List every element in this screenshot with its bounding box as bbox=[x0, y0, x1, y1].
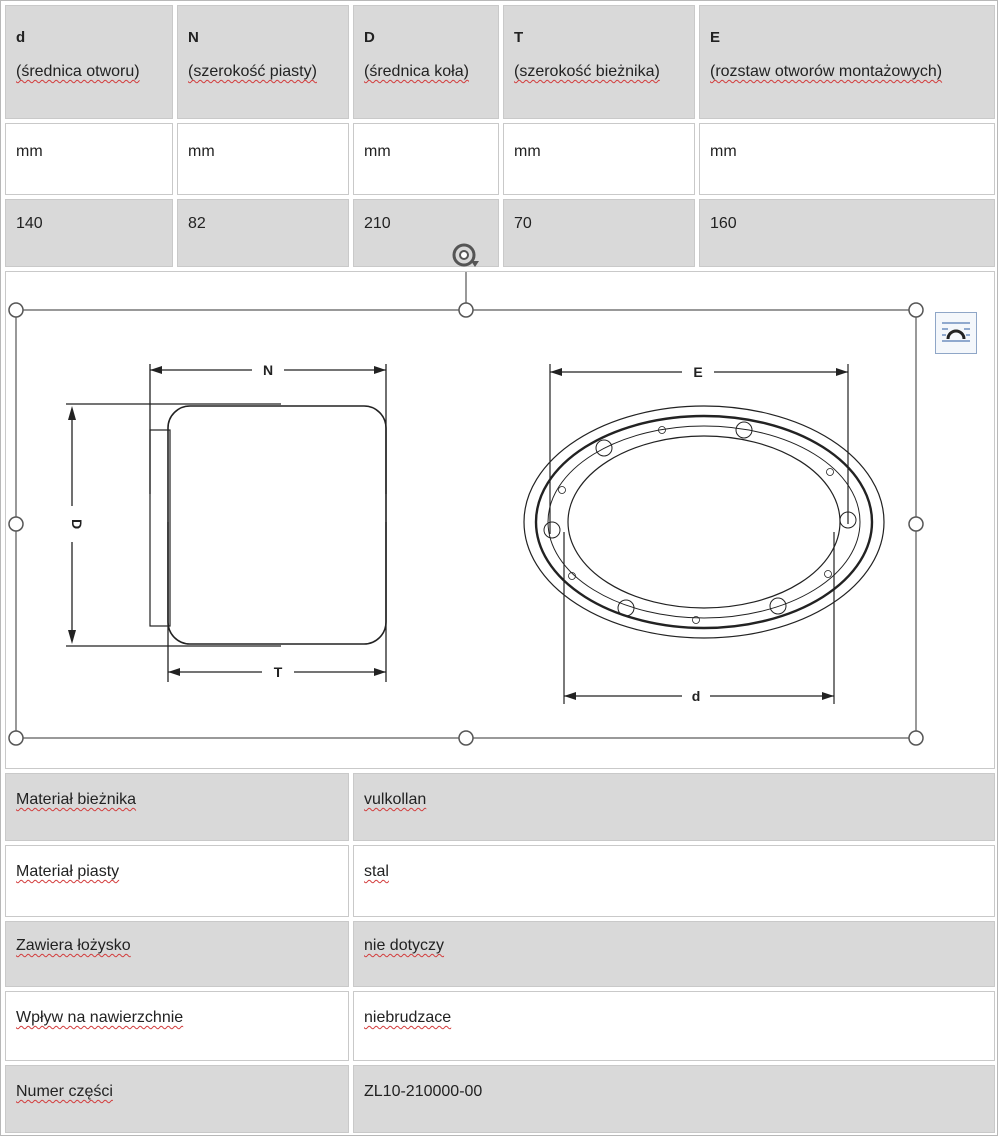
arrow-head bbox=[564, 692, 576, 700]
header-cell-d-wheel[interactable] bbox=[353, 5, 499, 119]
layout-options-icon bbox=[936, 313, 976, 353]
arrow-head bbox=[374, 366, 386, 374]
property-value-cell[interactable] bbox=[353, 845, 995, 917]
dimension-arrows-side bbox=[68, 366, 386, 676]
dim-label-t: T bbox=[273, 664, 283, 680]
bore bbox=[568, 436, 840, 608]
header-symbol: D bbox=[364, 29, 375, 46]
unit-cell[interactable]: mm bbox=[503, 123, 695, 195]
dim-label-d-bore: d bbox=[691, 688, 701, 704]
header-description: (średnica otworu) bbox=[16, 63, 140, 80]
header-symbol: N bbox=[188, 29, 199, 46]
bolt-circle bbox=[548, 426, 860, 618]
value-cell[interactable]: 70 bbox=[503, 199, 695, 267]
header-description: (rozstaw otworów montażowych) bbox=[710, 63, 943, 80]
selection-frame[interactable] bbox=[16, 310, 916, 738]
arrow-head bbox=[374, 668, 386, 676]
arrow-head bbox=[68, 406, 76, 420]
resize-handle-bottom-right[interactable] bbox=[909, 731, 923, 745]
dimension-arrows-front bbox=[550, 368, 848, 700]
property-label-cell[interactable] bbox=[5, 773, 349, 841]
unit-cell[interactable]: mm bbox=[5, 123, 173, 195]
value-cell[interactable]: 160 bbox=[699, 199, 995, 267]
unit-cell[interactable]: mm bbox=[177, 123, 349, 195]
value-cell[interactable]: 82 bbox=[177, 199, 349, 267]
unit-cell[interactable]: mm bbox=[699, 123, 995, 195]
property-label-cell[interactable] bbox=[5, 991, 349, 1061]
property-value-cell[interactable] bbox=[353, 991, 995, 1061]
arrow-head bbox=[836, 368, 848, 376]
property-value: vulkollan bbox=[364, 791, 427, 808]
header-symbol: E bbox=[710, 29, 721, 46]
mounting-hole bbox=[770, 598, 786, 614]
header-description: (szerokość bieżnika) bbox=[514, 63, 660, 80]
arrow-head bbox=[822, 692, 834, 700]
property-label: Materiał piasty bbox=[16, 863, 120, 880]
property-value-cell[interactable] bbox=[353, 773, 995, 841]
wheel-side-view bbox=[66, 364, 386, 682]
wheel-front-view bbox=[524, 364, 884, 704]
small-hole bbox=[827, 469, 834, 476]
property-value: stal bbox=[364, 863, 389, 880]
dim-label-d-wheel: D bbox=[69, 518, 85, 530]
arrow-head bbox=[68, 630, 76, 644]
outer-rim bbox=[524, 406, 884, 638]
rotate-handle-icon[interactable] bbox=[449, 239, 481, 271]
property-label-cell[interactable] bbox=[5, 845, 349, 917]
arrow-head bbox=[550, 368, 562, 376]
property-label-cell[interactable] bbox=[5, 921, 349, 987]
property-label: Wpływ na nawierzchnie bbox=[16, 1009, 184, 1026]
dim-label-e: E bbox=[693, 364, 703, 380]
small-hole bbox=[559, 487, 566, 494]
property-value-cell[interactable] bbox=[353, 1065, 995, 1133]
header-description: (średnica koła) bbox=[364, 63, 469, 80]
header-cell-n[interactable] bbox=[177, 5, 349, 119]
resize-handle-top[interactable] bbox=[459, 303, 473, 317]
resize-handle-top-left[interactable] bbox=[9, 303, 23, 317]
property-value: nie dotyczy bbox=[364, 937, 445, 954]
property-value-cell[interactable] bbox=[353, 921, 995, 987]
resize-handle-bottom[interactable] bbox=[459, 731, 473, 745]
property-label: Zawiera łożysko bbox=[16, 937, 131, 954]
header-cell-e[interactable] bbox=[699, 5, 995, 119]
wheel-technical-drawing[interactable] bbox=[6, 272, 994, 768]
property-label-cell[interactable] bbox=[5, 1065, 349, 1133]
unit-cell[interactable]: mm bbox=[353, 123, 499, 195]
tread-ring bbox=[536, 416, 872, 628]
hub-outline bbox=[150, 430, 170, 626]
dim-label-n: N bbox=[262, 362, 274, 378]
tread-outline bbox=[168, 406, 386, 644]
resize-handle-top-right[interactable] bbox=[909, 303, 923, 317]
header-cell-t[interactable] bbox=[503, 5, 695, 119]
mounting-hole bbox=[544, 522, 560, 538]
header-symbol: T bbox=[514, 29, 524, 46]
header-cell-d[interactable] bbox=[5, 5, 173, 119]
resize-handle-right[interactable] bbox=[909, 517, 923, 531]
resize-handle-bottom-left[interactable] bbox=[9, 731, 23, 745]
arrow-head bbox=[168, 668, 180, 676]
arrow-head bbox=[150, 366, 162, 374]
small-hole bbox=[825, 571, 832, 578]
value-cell[interactable]: 140 bbox=[5, 199, 173, 267]
resize-handle-left[interactable] bbox=[9, 517, 23, 531]
value-cell[interactable]: 210 bbox=[353, 199, 499, 267]
property-value: niebrudzace bbox=[364, 1009, 452, 1026]
header-symbol: d bbox=[16, 29, 26, 46]
property-label: Numer części bbox=[16, 1083, 113, 1100]
property-value: ZL10-210000-00 bbox=[364, 1083, 483, 1100]
layout-options-button[interactable] bbox=[935, 312, 977, 354]
property-label: Materiał bieżnika bbox=[16, 791, 137, 808]
drawing-cell bbox=[5, 271, 995, 769]
mounting-hole bbox=[618, 600, 634, 616]
header-description: (szerokość piasty) bbox=[188, 63, 317, 80]
